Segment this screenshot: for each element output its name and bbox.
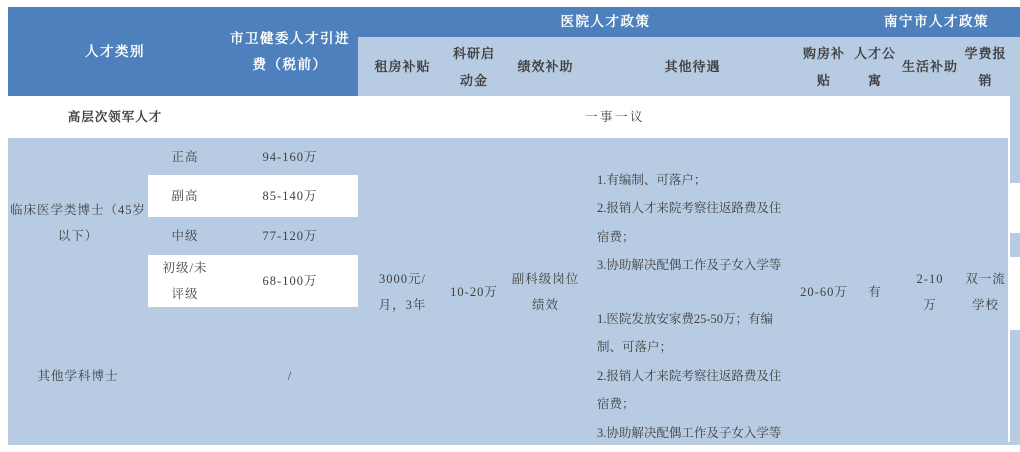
clinical-level-3-highlighted <box>148 255 222 307</box>
row-clinical-category <box>8 138 148 307</box>
cell-research-fund-value <box>447 138 501 445</box>
cell-text: 68-100万 <box>262 274 318 288</box>
subheader-label: 购房补贴 <box>802 45 845 88</box>
header-label: 南宁市人才政策 <box>884 14 989 29</box>
header-label: 医院人才政策 <box>560 14 651 29</box>
subheader-label: 科研启动金 <box>452 45 495 88</box>
cell-rent-subsidy-value <box>358 138 447 445</box>
subheader-living-subsidy <box>897 37 963 96</box>
clinical-fee-1-highlighted <box>222 175 358 217</box>
cell-text: 94-160万 <box>262 149 318 164</box>
row-other-doctor-level-empty <box>148 307 222 445</box>
subheader-label: 绩效补助 <box>517 59 574 74</box>
header-cell-talent-category <box>8 7 222 96</box>
talent-policy-table <box>8 7 1020 452</box>
row-other-doctor-category <box>8 307 148 445</box>
treatment-line: 2.报销人才来院考察往返路费及住宿费； <box>597 201 782 244</box>
clinical-fee-2 <box>222 217 358 255</box>
clinical-fee-0 <box>222 138 358 175</box>
cell-other-treatment-other-doctor <box>590 307 795 445</box>
cell-text: 2-10万 <box>916 271 944 312</box>
header-label: 人才类别 <box>85 43 145 59</box>
subheader-other-treatment <box>590 37 795 96</box>
clinical-level-1-highlighted <box>148 175 222 217</box>
clinical-level-0 <box>148 138 222 175</box>
subheader-label: 人才公寓 <box>853 45 896 88</box>
cell-text: 一事一议 <box>584 110 645 124</box>
row-leader-policy <box>222 96 1008 138</box>
treatment-line: 3.协助解决配偶工作及子女入学等 <box>597 258 782 272</box>
cell-text: 副高 <box>171 189 199 203</box>
cell-text: 中级 <box>171 229 199 243</box>
treatment-lines <box>597 307 790 445</box>
cell-text: 有 <box>868 284 882 299</box>
cell-text: 10-20万 <box>450 284 498 299</box>
header-group-nanning-policy <box>853 7 1020 37</box>
cell-text: 85-140万 <box>262 189 318 203</box>
treatment-line: 1.医院发放安家费25-50万；有编制、可落户； <box>597 311 774 355</box>
cutoff-column-highlight <box>1010 183 1020 233</box>
subheader-tuition-reimbursement <box>963 37 1008 96</box>
subheader-filler <box>1008 37 1020 96</box>
cell-performance-subsidy-value <box>501 138 590 445</box>
row-leader-category <box>8 96 222 138</box>
cell-text: 初级/未评级 <box>162 261 208 301</box>
subheader-house-purchase-subsidy <box>795 37 853 96</box>
cell-text: 高层次领军人才 <box>67 110 163 124</box>
cell-house-purchase-value <box>795 138 853 445</box>
cell-living-subsidy-value <box>897 138 963 445</box>
subheader-talent-apartment <box>853 37 897 96</box>
subheader-label: 租房补贴 <box>374 59 431 74</box>
cutoff-bottom-row <box>692 442 1012 445</box>
cell-tuition-reimbursement-value <box>963 138 1008 445</box>
cell-text: 其他学科博士 <box>37 369 119 383</box>
row-other-doctor-fee <box>222 307 358 445</box>
subheader-label: 其他待遇 <box>664 59 721 74</box>
cell-text: / <box>287 369 293 383</box>
treatment-line: 2.报销人才来院考察往返路费及住宿费； <box>597 368 782 412</box>
treatment-lines <box>597 166 790 280</box>
subheader-rent-subsidy <box>358 37 447 96</box>
cell-text: 20-60万 <box>800 284 848 299</box>
header-cell-intro-fee <box>222 7 358 96</box>
cutoff-right-column <box>1010 96 1020 445</box>
clinical-fee-3-highlighted <box>222 255 358 307</box>
treatment-line: 3.协助解决配偶工作及子女入学等 <box>597 425 782 440</box>
header-group-hospital-policy <box>358 7 853 37</box>
cell-text: 77-120万 <box>262 229 318 243</box>
cell-text: 双一流学校 <box>965 271 1006 312</box>
subheader-performance-subsidy <box>501 37 590 96</box>
clinical-level-2 <box>148 217 222 255</box>
subheader-research-fund <box>447 37 501 96</box>
header-label: 市卫健委人才引进费（税前） <box>230 30 350 72</box>
cell-other-treatment-clinical <box>590 138 795 307</box>
cutoff-column-highlight <box>1010 257 1020 330</box>
cell-text: 临床医学类博士（45岁以下） <box>10 202 147 243</box>
cell-text: 3000元/月，3年 <box>378 271 427 312</box>
treatment-line: 1.有编制、可落户； <box>597 172 707 187</box>
subheader-label: 生活补助 <box>901 59 958 74</box>
subheader-label: 学费报销 <box>964 45 1007 88</box>
cell-text: 正高 <box>171 149 199 164</box>
cell-text: 副科级岗位绩效 <box>511 271 580 312</box>
cell-talent-apartment-value <box>853 138 897 445</box>
